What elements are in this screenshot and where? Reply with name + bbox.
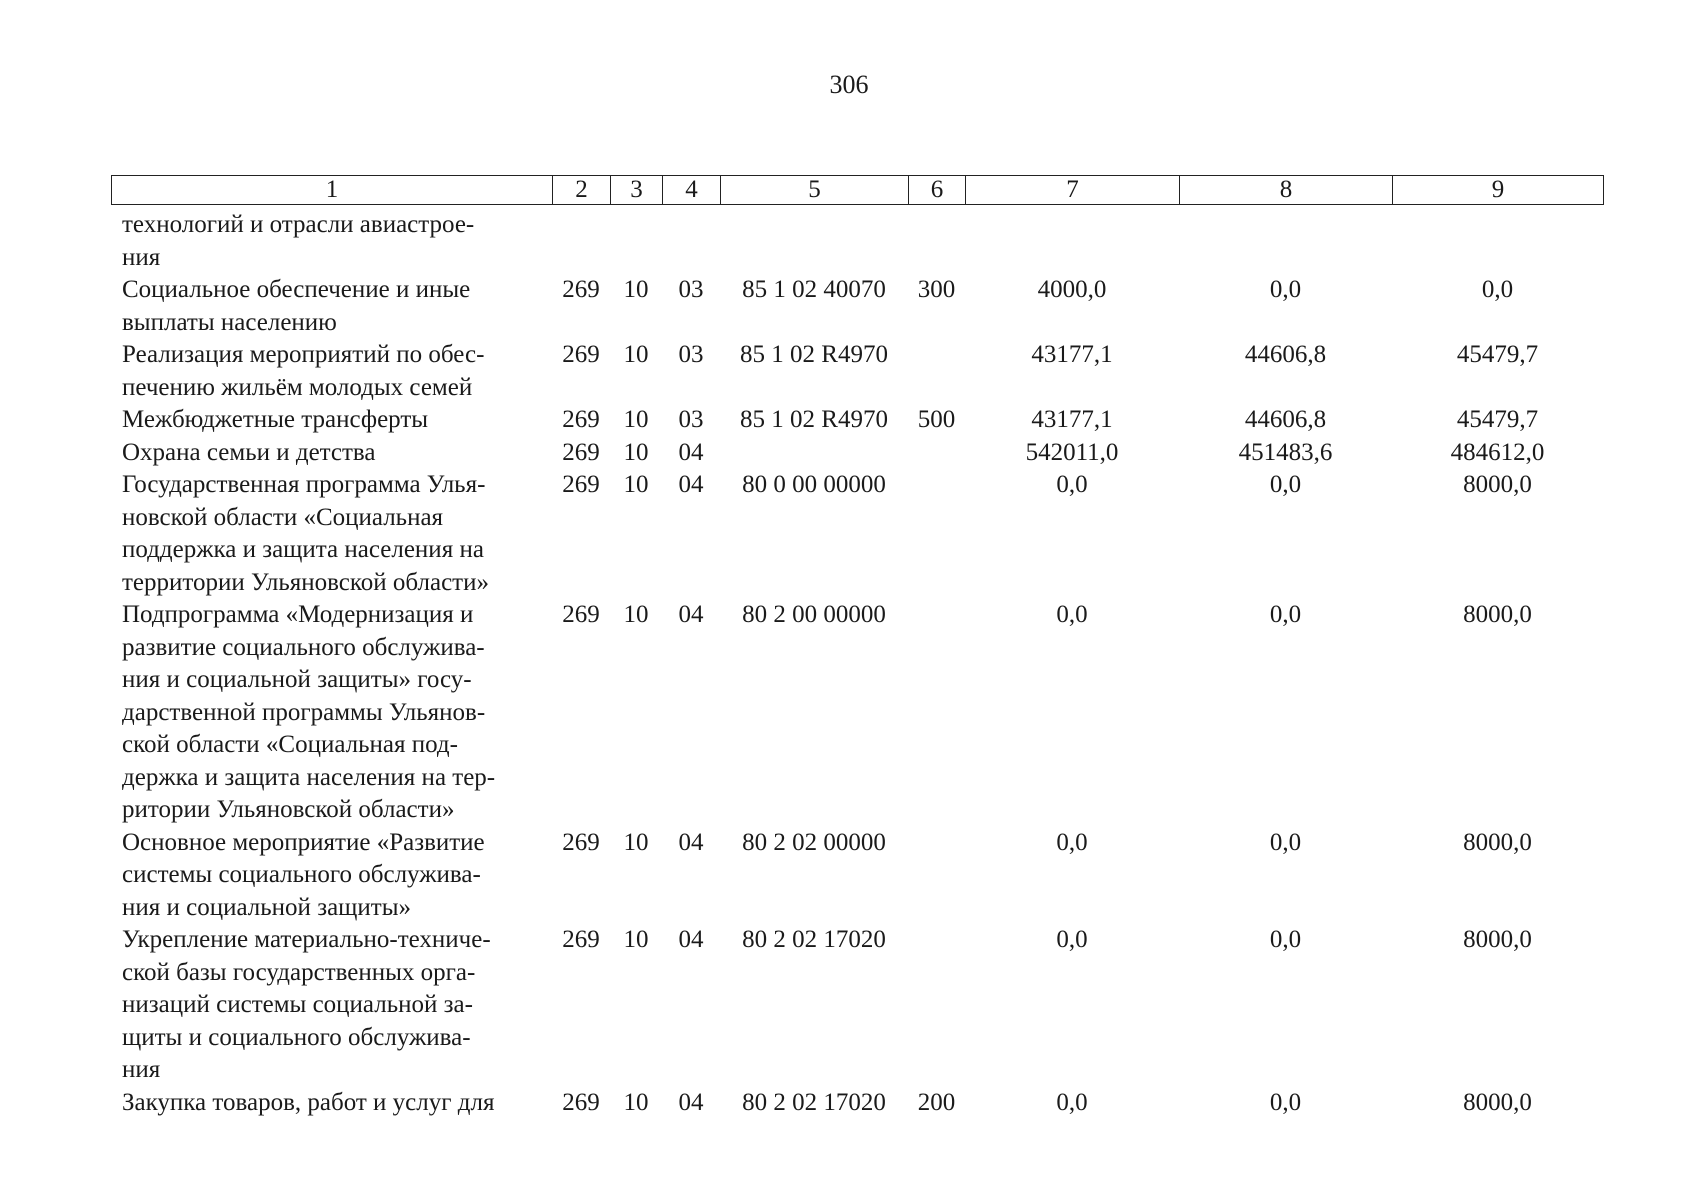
table-row xyxy=(111,469,1603,599)
column-header-6: 6 xyxy=(909,176,966,205)
cell-c5: 80 0 00 00000 xyxy=(742,471,886,498)
cell-c4: 03 xyxy=(678,406,704,433)
cell-c5: 80 2 02 17020 xyxy=(742,926,886,953)
cell-c6: 500 xyxy=(917,406,956,433)
cell-c3: 10 xyxy=(623,601,649,628)
row-name-line: ской базы государственных орга- xyxy=(122,958,476,986)
row-name-line: щиты и социального обслужива- xyxy=(122,1023,471,1051)
cell-c7: 542011,0 xyxy=(1025,438,1119,466)
cell-c9: 484612,0 xyxy=(1450,438,1545,466)
row-name-line: Подпрограмма «Модернизация и xyxy=(122,601,474,628)
cell-c7: 43177,1 xyxy=(1031,406,1113,433)
row-name-line: системы социального обслужива- xyxy=(122,861,481,888)
cell-c8: 0,0 xyxy=(1269,828,1302,856)
row-name-line: ния xyxy=(122,1056,161,1083)
row-name xyxy=(111,599,552,827)
cell-c2: 269 xyxy=(562,1088,600,1116)
cell-c6: 300 xyxy=(917,276,956,303)
cell-c8: 44606,8 xyxy=(1244,341,1327,368)
cell-c8: 0,0 xyxy=(1269,276,1302,303)
table-row xyxy=(111,274,1603,339)
row-name-line: ния и социальной защиты» госу- xyxy=(122,666,472,693)
row-name-line: Социальное обеспечение и иные xyxy=(122,276,471,303)
cell-c2: 269 xyxy=(562,601,600,628)
row-name-line: Укрепление материально-техниче- xyxy=(122,926,491,953)
cell-c5 xyxy=(720,209,908,274)
cell-c3: 10 xyxy=(623,926,649,953)
row-name xyxy=(111,404,552,437)
row-name-line: Реализация мероприятий по обес- xyxy=(122,341,485,368)
row-name xyxy=(111,1087,552,1120)
row-name-line: низаций системы социальной за- xyxy=(122,991,473,1018)
cell-c2: 269 xyxy=(562,406,600,433)
cell-c8: 0,0 xyxy=(1269,1088,1302,1116)
cell-c9: 8000,0 xyxy=(1463,1088,1532,1116)
cell-c9: 45479,7 xyxy=(1456,406,1539,433)
row-name-line: ритории Ульяновской области» xyxy=(122,796,455,823)
cell-c9: 0,0 xyxy=(1481,276,1514,303)
cell-c3: 10 xyxy=(623,828,649,856)
column-header-3: 3 xyxy=(611,176,663,205)
table-row xyxy=(111,404,1603,437)
cell-c7: 43177,1 xyxy=(1031,341,1113,368)
table-row xyxy=(111,209,1603,274)
cell-c5: 80 2 02 17020 xyxy=(742,1088,886,1116)
cell-c4: 03 xyxy=(678,341,704,368)
row-name-line: выплаты населению xyxy=(122,308,337,336)
cell-c4: 03 xyxy=(678,276,704,303)
cell-c2: 269 xyxy=(562,828,600,856)
cell-c6 xyxy=(908,827,965,925)
table-row xyxy=(111,339,1603,404)
row-name xyxy=(111,924,552,1087)
row-name-line: Охрана семьи и детства xyxy=(122,438,376,466)
cell-c3: 10 xyxy=(623,276,649,303)
cell-c7: 4000,0 xyxy=(1037,276,1107,303)
cell-c4: 04 xyxy=(678,601,704,628)
cell-c9: 8000,0 xyxy=(1463,828,1532,856)
column-header-7: 7 xyxy=(966,176,1180,205)
row-name-line: поддержка и защита населения на xyxy=(122,536,484,563)
row-name-line: развитие социального обслужива- xyxy=(122,633,485,661)
table-row xyxy=(111,437,1603,470)
cell-c2: 269 xyxy=(562,471,600,498)
cell-c8: 44606,8 xyxy=(1244,406,1327,433)
cell-c9: 45479,7 xyxy=(1456,341,1539,368)
column-header-2: 2 xyxy=(553,176,611,205)
cell-c7: 0,0 xyxy=(1056,926,1088,953)
column-header-1: 1 xyxy=(112,176,553,205)
cell-c2: 269 xyxy=(562,276,600,303)
cell-c4 xyxy=(662,209,720,274)
table-row xyxy=(111,924,1603,1087)
cell-c9: 8000,0 xyxy=(1463,471,1532,498)
cell-c6: 200 xyxy=(917,1088,956,1116)
cell-c2: 269 xyxy=(562,926,600,953)
cell-c8: 0,0 xyxy=(1269,471,1302,498)
column-header-9: 9 xyxy=(1393,176,1604,205)
row-name xyxy=(111,827,552,925)
cell-c4: 04 xyxy=(678,828,704,856)
row-name-line: Межбюджетные трансферты xyxy=(122,406,429,433)
row-name-line: печению жильём молодых семей xyxy=(122,373,473,401)
cell-c4: 04 xyxy=(678,471,704,498)
row-name-line: технологий и отрасли авиастрое- xyxy=(122,211,475,238)
cell-c9 xyxy=(1392,209,1603,274)
table-body xyxy=(111,209,1603,1119)
cell-c5: 80 2 00 00000 xyxy=(742,601,886,628)
cell-c7 xyxy=(965,209,1179,274)
cell-c2: 269 xyxy=(562,341,600,368)
row-name-line: Основное мероприятие «Развитие xyxy=(122,828,485,856)
cell-c4: 04 xyxy=(678,438,704,466)
table-row xyxy=(111,827,1603,925)
cell-c3 xyxy=(610,209,662,274)
row-name-line: держка и защита населения на тер- xyxy=(122,763,496,791)
cell-c4: 04 xyxy=(678,1088,704,1116)
cell-c3: 10 xyxy=(623,471,649,498)
row-name-line: территории Ульяновской области» xyxy=(122,568,489,596)
cell-c7: 0,0 xyxy=(1056,471,1088,498)
cell-c7: 0,0 xyxy=(1056,1088,1088,1116)
column-header-5: 5 xyxy=(721,176,909,205)
cell-c8: 0,0 xyxy=(1269,601,1302,628)
cell-c4: 04 xyxy=(678,926,704,953)
cell-c2: 269 xyxy=(562,438,600,466)
cell-c5 xyxy=(720,437,908,470)
cell-c7: 0,0 xyxy=(1056,601,1088,628)
table-row xyxy=(111,1087,1603,1120)
row-name xyxy=(111,437,552,470)
cell-c8: 451483,6 xyxy=(1238,438,1333,466)
cell-c3: 10 xyxy=(623,438,649,466)
row-name-line: ния xyxy=(122,243,161,271)
cell-c8: 0,0 xyxy=(1269,926,1302,953)
budget-table xyxy=(111,209,1603,1119)
column-header-4: 4 xyxy=(663,176,721,205)
table-row xyxy=(111,599,1603,827)
cell-c6 xyxy=(908,599,965,827)
cell-c3: 10 xyxy=(623,1088,649,1116)
column-number-header xyxy=(111,175,1604,205)
cell-c3: 10 xyxy=(623,341,649,368)
row-name xyxy=(111,339,552,404)
row-name-line: ской области «Социальная под- xyxy=(122,731,458,758)
row-name xyxy=(111,274,552,339)
row-name-line: Закупка товаров, работ и услуг для xyxy=(122,1088,495,1116)
cell-c5: 85 1 02 R4970 xyxy=(740,341,888,368)
cell-c5: 85 1 02 40070 xyxy=(742,276,886,303)
cell-c8 xyxy=(1179,209,1392,274)
cell-c9: 8000,0 xyxy=(1463,601,1532,628)
cell-c6 xyxy=(908,209,965,274)
cell-c6 xyxy=(908,924,965,1087)
row-name xyxy=(111,209,552,274)
row-name-line: Государственная программа Улья- xyxy=(122,471,486,498)
cell-c6 xyxy=(908,437,965,470)
row-name-line: ния и социальной защиты» xyxy=(122,893,412,921)
page-number: 306 xyxy=(829,70,869,99)
cell-c6 xyxy=(908,339,965,404)
cell-c2 xyxy=(552,209,610,274)
cell-c9: 8000,0 xyxy=(1463,926,1532,953)
row-name-line: дарственной программы Ульянов- xyxy=(122,698,486,726)
row-name xyxy=(111,469,552,599)
cell-c5: 85 1 02 R4970 xyxy=(740,406,888,433)
cell-c3: 10 xyxy=(623,406,649,433)
cell-c6 xyxy=(908,469,965,599)
row-name-line: новской области «Социальная xyxy=(122,503,444,531)
cell-c7: 0,0 xyxy=(1056,828,1088,856)
column-header-8: 8 xyxy=(1180,176,1393,205)
cell-c5: 80 2 02 00000 xyxy=(742,828,886,856)
